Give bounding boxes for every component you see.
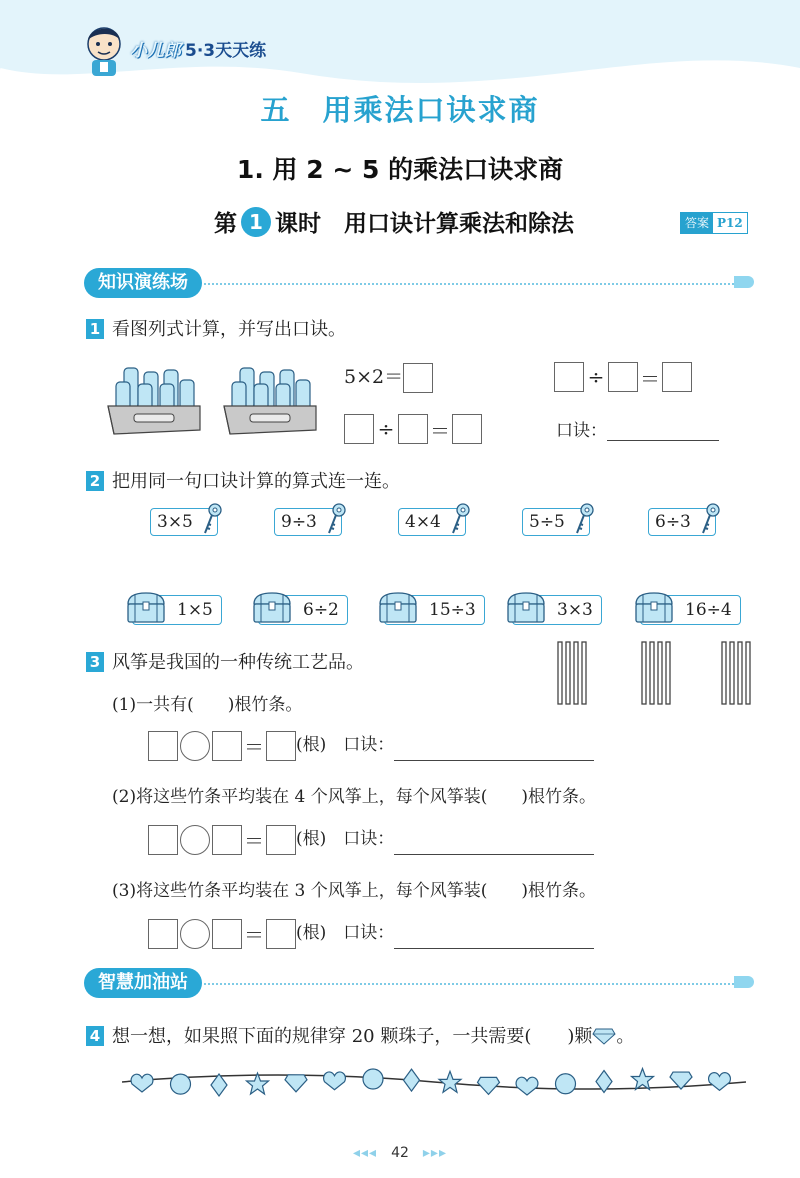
unit-label: (根) [296, 923, 327, 943]
q3-sub1-equation [148, 730, 594, 761]
question-1 [86, 315, 346, 341]
treasure-chest-icon [505, 590, 547, 626]
heart-bead [709, 1073, 731, 1091]
section-practice-label: 知识演练场 [84, 268, 202, 298]
chest-expression: 16÷4 [685, 600, 732, 620]
answer-box[interactable] [212, 731, 242, 761]
answer-box[interactable] [212, 919, 242, 949]
unit-label: (根) [296, 735, 327, 755]
gem-bead [285, 1075, 307, 1092]
treasure-chest-icon [633, 590, 675, 626]
koujue-answer-line[interactable] [394, 928, 594, 949]
heart-bead [516, 1077, 538, 1095]
chest-tag-4[interactable] [512, 595, 602, 625]
answer-box[interactable] [344, 414, 374, 444]
operator-circle[interactable] [180, 825, 210, 855]
page-footer [0, 1142, 800, 1162]
koujue-label: 口诀： [343, 923, 395, 943]
key-icon [325, 503, 347, 537]
koujue-label: 口诀： [343, 829, 395, 849]
key-tag-1[interactable] [150, 508, 218, 536]
q1-koujue [556, 416, 719, 441]
milk-crate-icon [104, 360, 204, 438]
dotted-divider [204, 983, 734, 985]
section-wisdom-label: 智慧加油站 [84, 968, 202, 998]
question-number: 2 [86, 471, 104, 491]
lesson-prefix: 第 [214, 211, 237, 237]
chest-expression: 15÷3 [429, 600, 476, 620]
section-header-practice [84, 268, 754, 298]
koujue-label: 口诀： [556, 421, 607, 441]
q1-equation-divide-b [344, 414, 482, 444]
key-icon [573, 503, 595, 537]
treasure-chest-icon [251, 590, 293, 626]
q3-sub3-text: (3)将这些竹条平均装在 3 个风筝上，每个风筝装( )根竹条。 [112, 881, 596, 901]
key-expression: 3×5 [157, 512, 193, 532]
chest-expression: 1×5 [177, 600, 213, 620]
operator-circle[interactable] [180, 731, 210, 761]
answer-box[interactable] [662, 362, 692, 392]
pen-icon [734, 976, 754, 988]
chest-expression: 6÷2 [303, 600, 339, 620]
boy-mascot-icon [82, 22, 126, 78]
question-text-end: 。 [616, 1026, 635, 1047]
q1-equation-divide-a [554, 362, 692, 392]
pen-icon [734, 276, 754, 288]
circle-bead [556, 1074, 576, 1094]
answer-box[interactable] [266, 919, 296, 949]
equals-sign: ＝ [430, 418, 450, 443]
left-arrows-icon: ◂◂◂ [352, 1145, 378, 1161]
brand-logo [130, 36, 266, 61]
treasure-chest-icon [377, 590, 419, 626]
answer-box[interactable] [403, 363, 433, 393]
question-3 [86, 648, 364, 674]
star-bead [439, 1071, 461, 1092]
answer-badge[interactable] [680, 212, 748, 234]
answer-box[interactable] [608, 362, 638, 392]
bamboo-sticks-illustration [550, 640, 760, 706]
equals-sign: ＝ [244, 735, 264, 759]
divide-sign: ÷ [377, 417, 395, 441]
bead-string [122, 1060, 746, 1100]
diamond-bead-icon [592, 1027, 616, 1045]
key-tag-2[interactable] [274, 508, 342, 536]
lesson-title [214, 205, 574, 238]
treasure-chest-icon [125, 590, 167, 626]
diamond-bead [211, 1074, 227, 1096]
answer-page: P12 [717, 216, 743, 230]
question-text: 风筝是我国的一种传统工艺品。 [112, 652, 364, 673]
section-title: 1. 用 2 ~ 5 的乘法口诀求商 [236, 155, 564, 184]
section-header-wisdom [84, 968, 754, 998]
koujue-label: 口诀： [343, 735, 395, 755]
lesson-number-badge: 1 [241, 207, 271, 237]
answer-box[interactable] [148, 825, 178, 855]
page-number: 42 [391, 1145, 409, 1161]
q3-sub2-equation [148, 824, 594, 855]
question-2 [86, 467, 400, 493]
question-number: 1 [86, 319, 104, 339]
answer-label: 答案 [681, 213, 713, 233]
answer-box[interactable] [554, 362, 584, 392]
chest-tag-5[interactable] [640, 595, 741, 625]
right-arrows-icon: ▸▸▸ [422, 1145, 447, 1161]
milk-crate-icon [220, 360, 320, 438]
chest-tag-1[interactable] [132, 595, 222, 625]
key-tag-5[interactable] [648, 508, 716, 536]
question-text: 看图列式计算，并写出口诀。 [112, 319, 346, 340]
answer-box[interactable] [398, 414, 428, 444]
answer-box[interactable] [148, 919, 178, 949]
key-expression: 9÷3 [281, 512, 317, 532]
chest-tag-3[interactable] [384, 595, 485, 625]
question-text: 想一想，如果照下面的规律穿 20 颗珠子，一共需要( )颗 [112, 1026, 593, 1047]
circle-bead [363, 1069, 383, 1089]
divide-sign: ÷ [587, 365, 605, 389]
answer-box[interactable] [148, 731, 178, 761]
q3-sub3-equation [148, 918, 594, 949]
unit-label: (根) [296, 829, 327, 849]
heart-bead [324, 1072, 346, 1090]
brand-script: 小儿郎 [130, 41, 181, 61]
key-expression: 4×4 [405, 512, 441, 532]
q1-equation-multiply [344, 362, 433, 393]
chest-tag-2[interactable] [258, 595, 348, 625]
chapter-title: 五 用乘法口诀求商 [260, 93, 540, 127]
star-bead [632, 1069, 654, 1090]
question-text: 把用同一句口诀计算的算式连一连。 [112, 471, 400, 492]
equals-sign: ＝ [244, 829, 264, 853]
key-expression: 6÷3 [655, 512, 691, 532]
equals-sign: ＝ [640, 366, 660, 391]
question-4 [86, 1022, 634, 1048]
key-icon [449, 503, 471, 537]
koujue-answer-line[interactable] [607, 420, 719, 441]
answer-box[interactable] [452, 414, 482, 444]
gem-bead [478, 1077, 500, 1094]
lesson-title-text: 课时 用口诀计算乘法和除法 [275, 211, 574, 237]
answer-box[interactable] [266, 825, 296, 855]
q3-sub1-text: (1)一共有( )根竹条。 [112, 695, 303, 715]
question-number: 4 [86, 1026, 104, 1046]
operator-circle[interactable] [180, 919, 210, 949]
equals-sign: ＝ [244, 923, 264, 947]
diamond-bead [404, 1069, 420, 1091]
question-number: 3 [86, 652, 104, 672]
equation-text: 5×2＝ [344, 366, 404, 388]
circle-bead [171, 1074, 191, 1094]
key-tag-3[interactable] [398, 508, 466, 536]
koujue-answer-line[interactable] [394, 740, 594, 761]
key-icon [699, 503, 721, 537]
star-bead [247, 1073, 269, 1094]
chest-expression: 3×3 [557, 600, 593, 620]
answer-box[interactable] [266, 731, 296, 761]
answer-box[interactable] [212, 825, 242, 855]
dotted-divider [204, 283, 734, 285]
key-icon [201, 503, 223, 537]
key-expression: 5÷5 [529, 512, 565, 532]
koujue-answer-line[interactable] [394, 834, 594, 855]
key-tag-4[interactable] [522, 508, 590, 536]
heart-bead [131, 1074, 153, 1092]
q3-sub2-text: (2)将这些竹条平均装在 4 个风筝上，每个风筝装( )根竹条。 [112, 787, 596, 807]
brand-text: 5·3天天练 [185, 41, 267, 61]
